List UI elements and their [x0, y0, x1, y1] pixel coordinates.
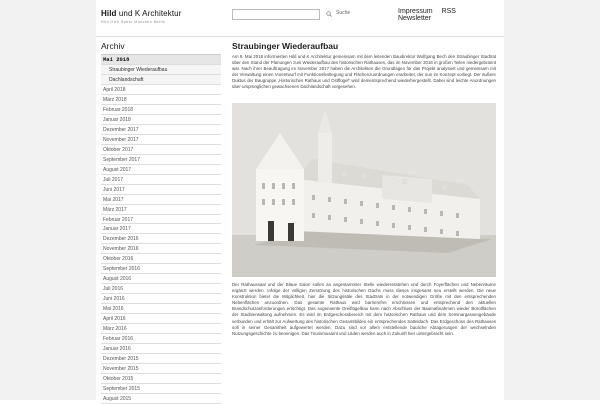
- archive-month[interactable]: November 2015: [101, 364, 221, 374]
- archive-month[interactable]: August 2016: [101, 274, 221, 284]
- archive-month[interactable]: Juli 2016: [101, 284, 221, 294]
- nav-rss[interactable]: RSS: [441, 8, 456, 15]
- archive-month[interactable]: April 2016: [101, 314, 221, 324]
- archive-month[interactable]: Mai 2016: [101, 304, 221, 314]
- archive-month[interactable]: Dezember 2015: [101, 354, 221, 364]
- archive-month[interactable]: August 2017: [101, 165, 221, 175]
- page-background-right: [504, 0, 600, 400]
- archive-month[interactable]: Oktober 2016: [101, 254, 221, 264]
- archive-month[interactable]: September 2015: [101, 384, 221, 394]
- sidebar-title: Archiv: [101, 41, 125, 51]
- archive-month[interactable]: Juni 2017: [101, 185, 221, 195]
- header: [96, 0, 504, 36]
- archive-month[interactable]: Februar 2018: [101, 105, 221, 115]
- archive-month[interactable]: Oktober 2015: [101, 374, 221, 384]
- archive-month[interactable]: Oktober 2017: [101, 145, 221, 155]
- nav-impressum[interactable]: Impressum: [398, 8, 433, 15]
- archive-month[interactable]: Januar 2016: [101, 344, 221, 354]
- archive-month[interactable]: November 2017: [101, 135, 221, 145]
- archive-month[interactable]: Februar 2016: [101, 334, 221, 344]
- building-model-photo: [232, 103, 496, 277]
- sidebar: [101, 40, 221, 404]
- archive-month-active[interactable]: Mai 2018: [101, 55, 221, 65]
- logo-rest: und K Architektur: [118, 9, 182, 18]
- page: [96, 0, 504, 400]
- main-content: [232, 40, 497, 336]
- archive-month[interactable]: September 2016: [101, 264, 221, 274]
- nav-newsletter[interactable]: Newsletter: [398, 15, 432, 22]
- archive-month[interactable]: August 2015: [101, 394, 221, 404]
- logo[interactable]: [101, 9, 181, 18]
- archive-month[interactable]: Juli 2017: [101, 175, 221, 185]
- archive-month[interactable]: Januar 2017: [101, 224, 221, 234]
- logo-bold: Hild: [101, 9, 117, 18]
- archive-month[interactable]: September 2017: [101, 155, 221, 165]
- archive-list: [101, 54, 221, 404]
- archive-month[interactable]: März 2016: [101, 324, 221, 334]
- archive-month[interactable]: Mai 2017: [101, 195, 221, 205]
- top-nav: [398, 8, 504, 22]
- search-label[interactable]: Suche: [336, 10, 351, 16]
- archive-month[interactable]: April 2018: [101, 85, 221, 95]
- archive-month[interactable]: März 2017: [101, 205, 221, 215]
- search-icon[interactable]: [326, 11, 332, 17]
- article-body: Der Rathaussaal und der Blaue Salon sollen an angestammter Stelle wiederentstehen und durch Foyerflächen und Nebenräume ergänzt werden. Infolge der völligen Zerstörung des historischen Dachs muss dieses insgesamt neu erstellt werden. Die neue Konstruktion bietet die Möglichkeit, hier die Sitzungssäle des Stadtrats in der notwendigen Größe mit den entsprechenden Nebenflächen anzuordnen. Das gesamte Rathaus wird barrierefrei erschlossen und entsprechend den aktuellen Brandschutzanforderungen ertüchtigt. Das sogenannte Dreiflügelbau kann nach Abschluss der Baumaßnahmen wieder Bürotflächen der Stadtverwaltung aufnehmen. Es wird im Erdgeschossbereich mit dem historischen Rathaus und dem Seminargassengebäude verbunden und erhält zur Aufwertung des historischen Gesamtbildes ein entsprechendes Satteldach. Das Erdgeschoss des Rathauses soll in seiner Gesamtheit aufgewertet werden. Dazu sind vor allem entstellende bauliche Abtagerungen der wechselnden Nutzungsgeschichte zu bereinigen. Das Tourismusamt und Läden werden auch in Zukunft hier untergebracht sein.: [232, 282, 496, 336]
- archive-month[interactable]: Juni 2016: [101, 294, 221, 304]
- archive-month[interactable]: Januar 2018: [101, 115, 221, 125]
- archive-month[interactable]: November 2016: [101, 244, 221, 254]
- archive-months: [101, 85, 221, 404]
- archive-month[interactable]: Februar 2017: [101, 215, 221, 225]
- archive-entry-straubinger[interactable]: Straubinger Wiederaufbau: [101, 65, 221, 75]
- article-intro: Am 9. Mai 2018 informierten Hild und K Architektur gemeinsam mit dem leitenden Baudirektor Wolfgang Bech den Straubinger Stadtrat über den Stand der Planungen zum Wiederaufbau des historischen Rathauses, das im November 2016 in großen Teilen niedergebrannt war. Nach ihrer Beauftragung im November 2017 haben die Architekten die Grundlagen für das Projekt analysiert und gemeinsam mit der Verwaltung einen Vorentwurf mit Funktionsfestlegung und Flächenzuordnungen erarbeitet, der nun im Konzept vorliegt. Der äußere Duktus der Baugruppe „Historisches Rathaus und Ostflügel“ wird dementsprechend wiederhergestellt. Dabei sind leichte Anordnungen über ursprünglichen gewachsenen Dachlandschaft vorgesehen.: [232, 54, 497, 90]
- archive-month[interactable]: März 2018: [101, 95, 221, 105]
- header-divider: [96, 36, 504, 37]
- article-title: Straubinger Wiederaufbau: [232, 41, 339, 51]
- archive-month[interactable]: Dezember 2016: [101, 234, 221, 244]
- search-input[interactable]: [232, 9, 320, 20]
- archive-month[interactable]: Dezember 2017: [101, 125, 221, 135]
- logo-subtitle: Hild Orth Huber München Berlin: [101, 20, 166, 24]
- archive-entry-dachlandschaft[interactable]: Dachlandschaft: [101, 75, 221, 85]
- page-background-left: [0, 0, 96, 400]
